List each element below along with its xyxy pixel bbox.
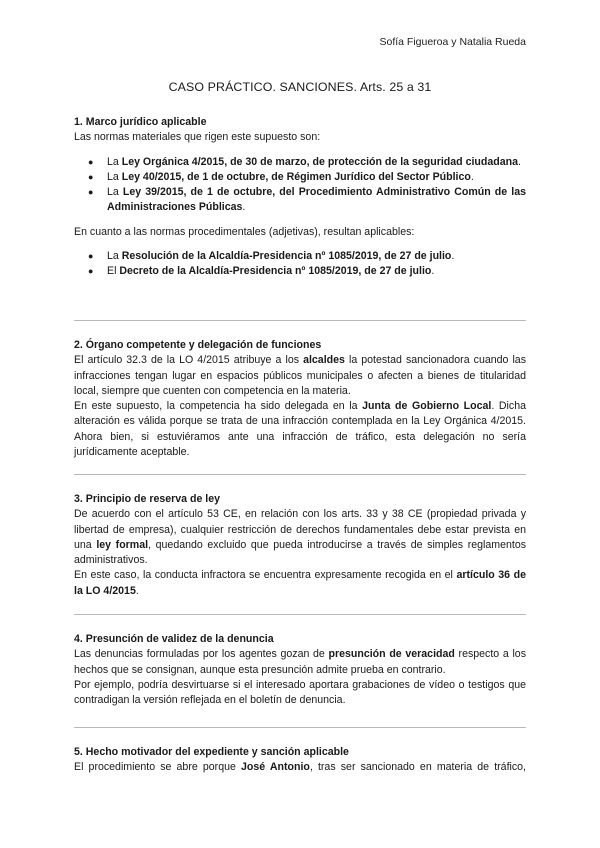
bullet-icon: ● <box>88 251 94 262</box>
section-1-intro: Las normas materiales que rigen este supuesto son: <box>74 131 321 144</box>
bullet-icon: ● <box>88 156 94 167</box>
section-2 <box>74 338 526 460</box>
document-title: CASO PRÁCTICO. SANCIONES. Arts. 25 a 31 <box>168 80 432 94</box>
section-5-paragraph-1: El procedimiento se abre porque José Antonio, tras ser sancionado en materia de tráfico, <box>74 761 526 774</box>
bullet-icon: ● <box>88 187 94 198</box>
section-5 <box>74 745 526 776</box>
section-1-intro-2: En cuanto a las normas procedimentales (adjetivas), resultan aplicables: <box>74 225 415 238</box>
section-3-paragraph-2: En este caso, la conducta infractora se encuentra expresamente recogida en el artículo 36 de la LO 4/2015. <box>74 569 526 597</box>
section-4-paragraph-1: Las denuncias formuladas por los agentes gozan de presunción de veracidad respecto a los hechos que se consignan, aunque esta presunción admite prueba en contrario. <box>74 648 526 676</box>
list-item: ● El Decreto de la Alcaldía-Presidencia nº 1085/2019, de 27 de julio. <box>74 264 526 279</box>
bullet-icon: ● <box>88 266 94 277</box>
list-item: ● La Ley 39/2015, de 1 de octubre, del Procedimiento Administrativo Común de las Administraciones Públicas. <box>88 186 526 214</box>
section-3-paragraph-1: De acuerdo con el artículo 53 CE, en relación con los arts. 33 y 38 CE (propiedad privada y libertad de empresa), cualquier restricción de derechos fundamentales debe estar prevista en una ley formal, quedando excluido que pueda introducirse a través de simples reglamentos administrativos. <box>74 508 527 567</box>
section-1-list-2 <box>74 249 526 280</box>
section-2-paragraph-1: El artículo 32.3 de la LO 4/2015 atribuye a los alcaldes la potestad sancionadora cuando las infracciones tengan lugar en espacios públicos municipales o afecten a bienes de titularidad local, siempre que cuenten con competencia en la materia. <box>74 354 527 397</box>
section-4-heading: 4. Presunción de validez de la denuncia <box>74 633 274 645</box>
page-header-author: Sofía Figueroa y Natalia Rueda <box>379 36 526 48</box>
section-1 <box>74 115 526 280</box>
section-2-heading: 2. Órgano competente y delegación de funciones <box>74 339 322 351</box>
list-item: ● La Ley Orgánica 4/2015, de 30 de marzo, de protección de la seguridad ciudadana. <box>74 155 526 170</box>
section-3 <box>74 492 526 599</box>
section-1-list <box>74 155 526 216</box>
section-2-paragraph-2: En este supuesto, la competencia ha sido delegada en la Junta de Gobierno Local. Dicha alteración es válida porque se trata de una infracción contemplada en la Ley Orgánica 4/2015. Ahora bien, si estuviéramos ante una infracción de tráfico, esta delegación no sería jurídicamente aceptable. <box>74 400 526 459</box>
section-divider <box>74 320 526 321</box>
section-divider <box>74 727 526 728</box>
list-item: ● La Ley 40/2015, de 1 de octubre, de Régimen Jurídico del Sector Público. <box>74 170 526 185</box>
section-4-paragraph-2: Por ejemplo, podría desvirtuarse si el interesado aportara grabaciones de vídeo o testigos que contradigan la versión reflejada en el boletín de denuncia. <box>74 678 526 707</box>
section-4 <box>74 632 526 708</box>
section-divider <box>74 474 526 475</box>
section-1-heading: 1. Marco jurídico aplicable <box>74 116 207 128</box>
bullet-icon: ● <box>88 171 94 182</box>
section-5-heading: 5. Hecho motivador del expediente y sanción aplicable <box>74 746 349 758</box>
section-divider <box>74 614 526 615</box>
list-item: ● La Resolución de la Alcaldía-Presidencia nº 1085/2019, de 27 de julio. <box>74 249 526 264</box>
section-3-heading: 3. Principio de reserva de ley <box>74 493 221 505</box>
